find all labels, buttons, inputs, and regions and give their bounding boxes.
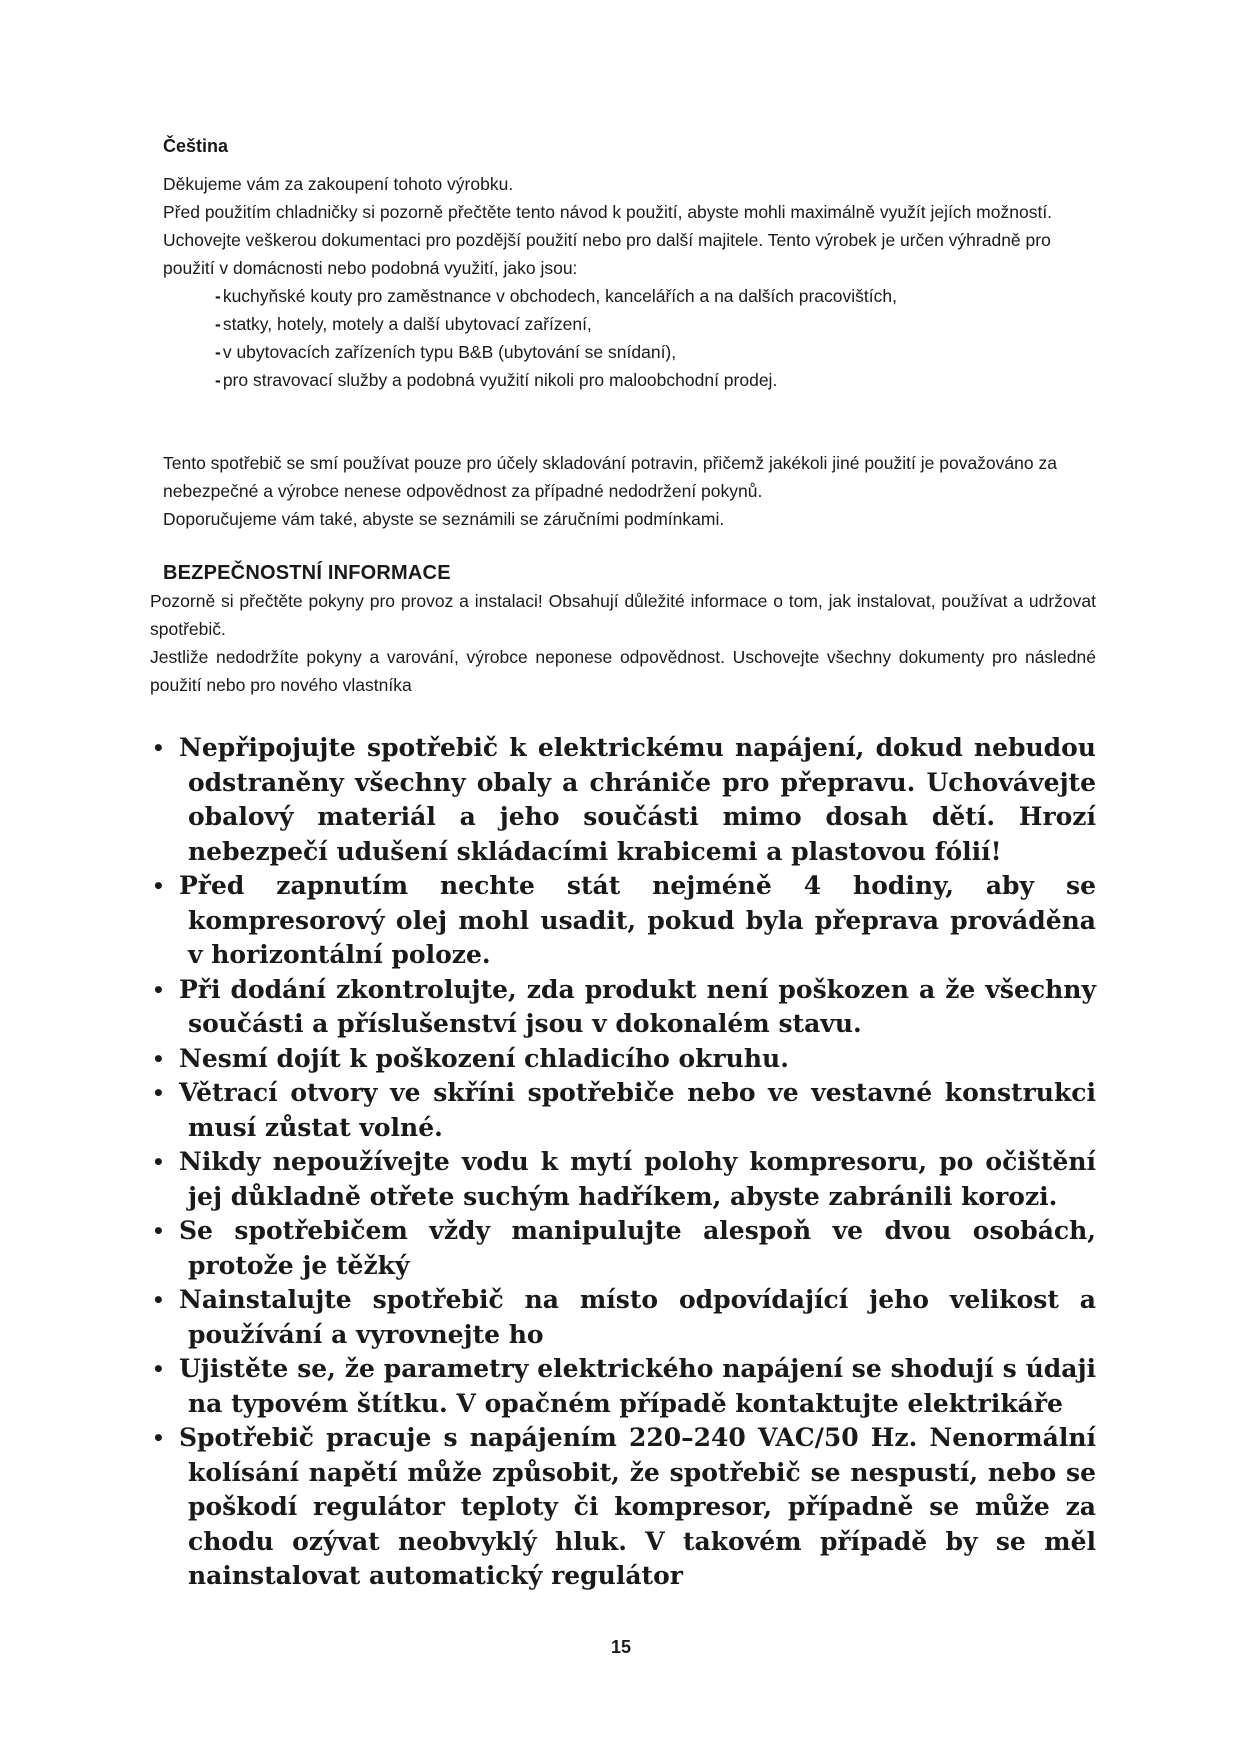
intended-uses-list [163, 282, 1083, 394]
intro-thanks: Děkujeme vám za zakoupení tohoto výrobku. [163, 174, 514, 194]
bullet-icon: • [152, 1150, 165, 1174]
page-number: 15 [610, 1637, 632, 1657]
list-item: • Spotřebič pracuje s napájením 220–240 VAC/50 Hz. Nenormální kolísání napětí může způsobit, že spotřebič se nespustí, nebo se poškodí regulátor teploty či kompresor, případně se může za chodu ozývat neobvyklý hluk. V takovém případě by se měl nainstalovat automatický regulátor [152, 1423, 1096, 1590]
bullet-icon: • [152, 1426, 165, 1450]
list-item: • Před zapnutím nechte stát nejméně 4 hodiny, aby se kompresorový olej mohl usadit, pokud byla přeprava prováděna v horizontální poloze. [152, 871, 1096, 969]
list-item: • Nikdy nepoužívejte vodu k mytí polohy kompresoru, po očištění jej důkladně otřete suchým hadříkem, abyste zabránili korozi. [152, 1147, 1096, 1211]
list-item: • Nainstalujte spotřebič na místo odpovídající jeho velikost a používání a vyrovnejte ho [152, 1285, 1096, 1349]
list-item: • Nepřipojujte spotřebič k elektrickému napájení, dokud nebudou odstraněny všechny obaly a chrániče pro přepravu. Uchovávejte obalový materiál a jeho součásti mimo dosah dětí. Hrozí nebezpečí udušení skládacími krabicemi a plastovou fólií! [152, 733, 1096, 866]
safety-rules-list [150, 731, 1096, 1594]
list-item: • Ujistěte se, že parametry elektrického napájení se shodují s údaji na typovém štítku. V opačném případě kontaktujte elektrikáře [152, 1354, 1096, 1418]
safety-intro-2: Jestliže nedodržíte pokyny a varování, výrobce neponese odpovědnost. Uschovejte všechny dokumenty pro následné použití nebo pro nového vlastníka [150, 647, 1096, 695]
warranty-note: Doporučujeme vám také, abyste se seznámili se záručními podmínkami. [163, 509, 725, 529]
bullet-icon: • [152, 977, 165, 1002]
safety-intro-1: Pozorně si přečtěte pokyny pro provoz a instalaci! Obsahují důležité informace o tom, jak instalovat, používat a udržovat spotřebič. [150, 591, 1096, 639]
list-item: • Nesmí dojít k poškození chladicího okruhu. [150, 1042, 1096, 1077]
intro-text: Před použitím chladničky si pozorně přečtěte tento návod k použití, abyste mohli maximálně využít jejích možností. Uchovejte veškerou dokumentaci pro pozdější použití nebo pro další majitele. Tento výrobek je určen výhradně pro použití v domácnosti nebo podobná využití, jako jsou: [163, 202, 1053, 278]
storage-note [163, 449, 1083, 533]
safety-heading: BEZPEČNOSTNÍ INFORMACE [163, 562, 451, 584]
bullet-icon: • [152, 1357, 165, 1381]
language-heading: Čeština [163, 136, 229, 156]
bullet-icon: • [152, 874, 165, 898]
intro-section [163, 170, 1083, 394]
list-item: • Při dodání zkontrolujte, zda produkt není poškozen a že všechny součásti a příslušenství jsou v dokonalém stavu. [152, 974, 1096, 1038]
bullet-icon: • [152, 1046, 165, 1071]
list-item: - statky, hotely, motely a další ubytovací zařízení, [215, 314, 592, 334]
bullet-icon: • [152, 1219, 165, 1243]
list-item: • Se spotřebičem vždy manipulujte alespoň ve dvou osobách, protože je těžký [152, 1216, 1096, 1280]
bullet-icon: • [152, 1081, 165, 1105]
list-item: - v ubytovacích zařízeních typu B&B (ubytování se snídaní), [215, 342, 677, 362]
bullet-icon: • [152, 1288, 165, 1312]
bullet-icon: • [152, 736, 165, 760]
list-item: • Větrací otvory ve skříni spotřebiče nebo ve vestavné konstrukci musí zůstat volné. [152, 1078, 1096, 1142]
safety-intro [150, 587, 1096, 699]
storage-text: Tento spotřebič se smí používat pouze pro účely skladování potravin, přičemž jakékoli jiné použití je považováno za nebezpečné a výrobce nenese odpovědnost za případné nedodržení pokynů. [163, 453, 1057, 501]
list-item: - pro stravovací služby a podobná využití nikoli pro maloobchodní prodej. [215, 370, 778, 390]
list-item: - kuchyňské kouty pro zaměstnance v obchodech, kancelářích a na dalších pracovištích, [215, 286, 897, 306]
